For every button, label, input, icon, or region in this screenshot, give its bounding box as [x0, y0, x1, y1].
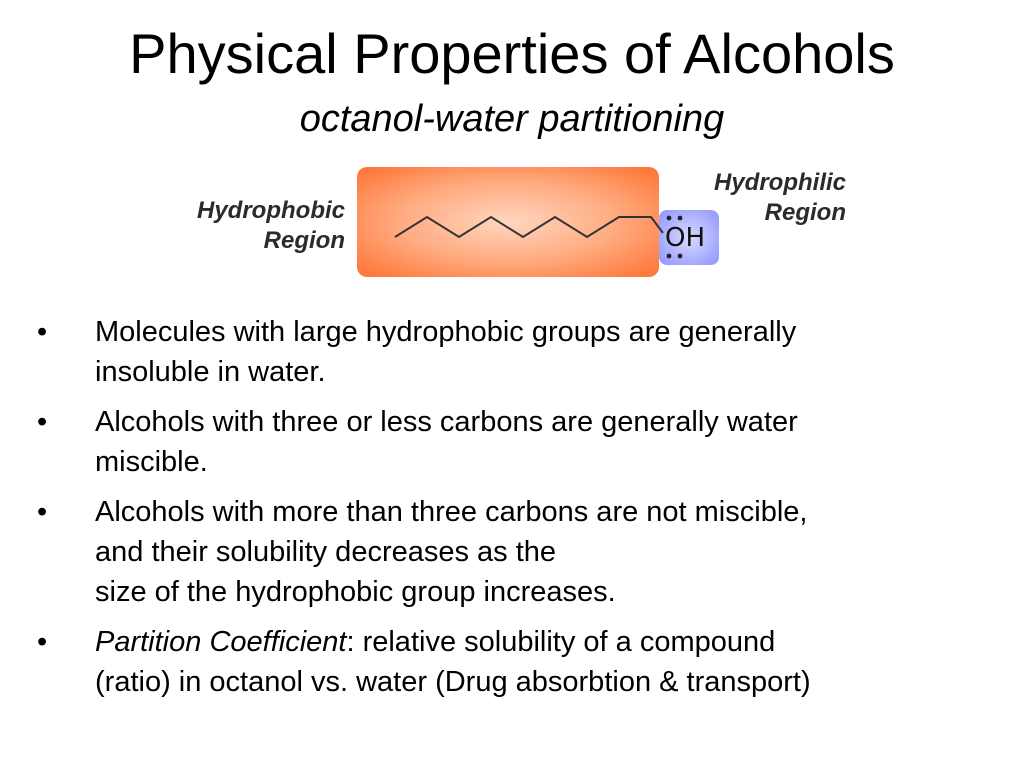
bullet-marker: •: [37, 496, 48, 528]
hydrophobic-region-label: Hydrophobic Region: [197, 197, 345, 254]
hydrophobic-region-box: [357, 167, 659, 277]
bullet-text: size of the hydrophobic group increases.: [95, 576, 616, 608]
bullet-item: [0, 312, 1024, 392]
bullet-marker: •: [37, 406, 48, 438]
slide-subtitle: octanol-water partitioning: [299, 98, 725, 140]
bullet-item: [0, 622, 1024, 702]
bullet-text: miscible.: [95, 446, 208, 478]
bullet-text: Molecules with large hydrophobic groups are generally: [95, 316, 797, 348]
bullet-text: insoluble in water.: [95, 356, 326, 388]
hydrophilic-region-label: Hydrophilic Region: [713, 169, 846, 226]
bullet-list: [0, 312, 1024, 712]
bullet-text: Alcohols with more than three carbons are not miscible,: [95, 496, 808, 528]
bullet-text: and their solubility decreases as the: [95, 536, 557, 568]
bullet-item: [0, 402, 1024, 482]
bullet-item: [0, 492, 1024, 612]
bullet-marker: •: [37, 316, 48, 348]
bullet-text: Alcohols with three or less carbons are generally water: [95, 406, 798, 438]
bullet-text: : relative solubility of a compound: [346, 626, 776, 658]
hydroxyl-group: OH: [665, 223, 706, 253]
bullet-marker: •: [37, 626, 48, 658]
slide-title: Physical Properties of Alcohols: [129, 22, 895, 85]
partition-coefficient-term: Partition Coefficient: [95, 626, 347, 658]
bullet-text: (ratio) in octanol vs. water (Drug absorbtion & transport): [95, 666, 811, 698]
octanol-diagram: [160, 160, 860, 285]
